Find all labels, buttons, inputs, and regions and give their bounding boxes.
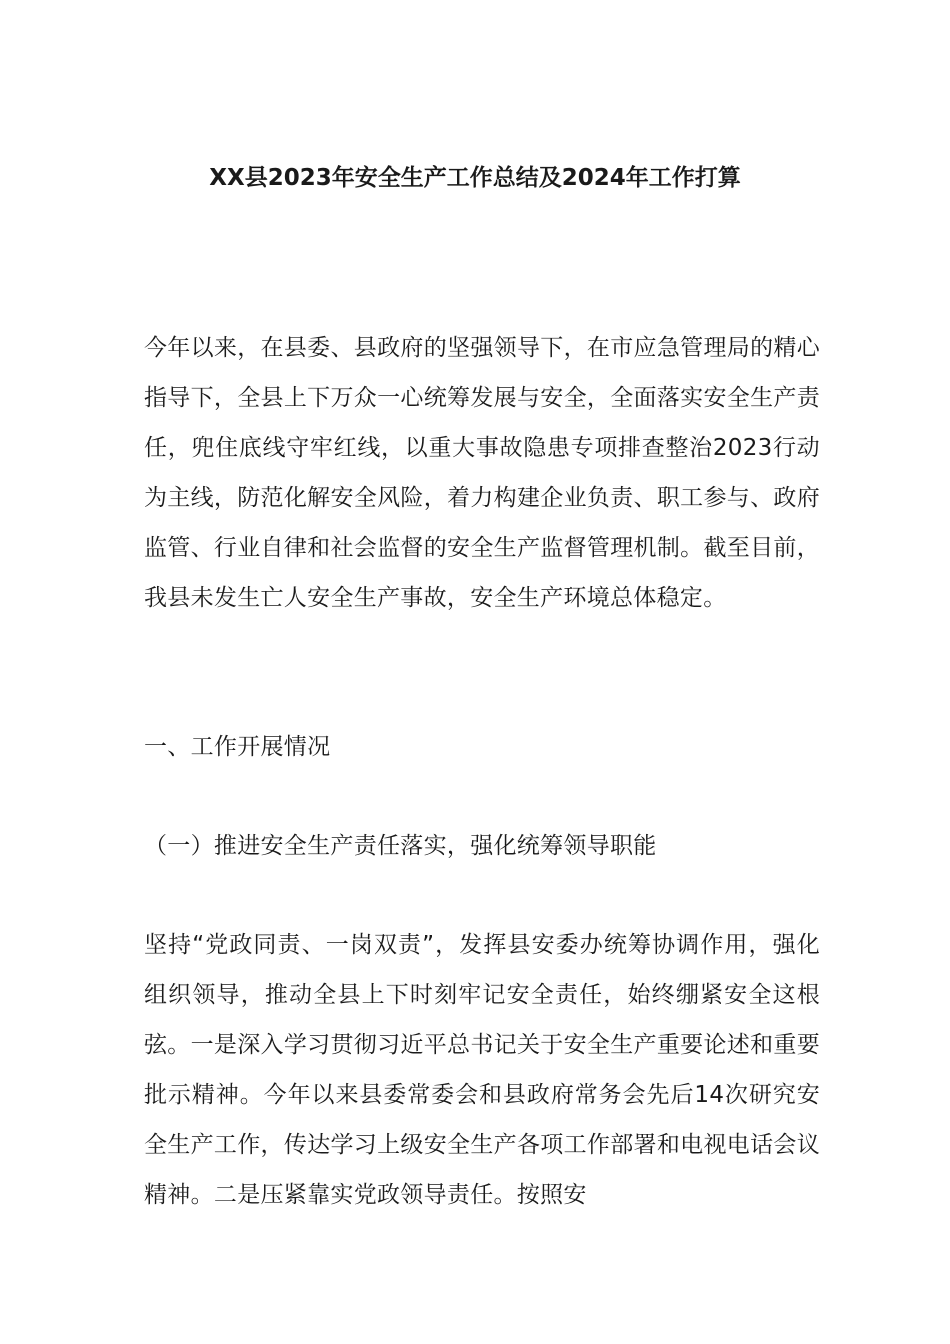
subsection-heading: （一）推进安全生产责任落实，强化统筹领导职能 [144, 833, 657, 859]
document-title: XX县2023年安全生产工作总结及2024年工作打算 [209, 165, 741, 191]
intro-paragraph: 今年以来，在县委、县政府的坚强领导下，在市应急管理局的精心指导下，全县上下万众一心统筹发展与安全，全面落实安全生产责任，兜住底线守牢红线，以重大事故隐患专项排查整治2023行动为主线，防范化解安全风险，着力构建企业负责、职工参与、政府监管、行业自律和社会监督的安全生产监督管理机制。截至目前，我县未发生亡人安全生产事故，安全生产环境总体稳定。 [144, 335, 820, 611]
subsection-body-paragraph: 坚持“党政同责、一岗双责”，发挥县安委办统筹协调作用，强化组织领导，推动全县上下时刻牢记安全责任，始终绷紧安全这根弦。一是深入学习贯彻习近平总书记关于安全生产重要论述和重要批示精神。今年以来县委常委会和县政府常务会先后14次研究安全生产工作，传达学习上级安全生产各项工作部署和电视电话会议精神。二是压紧靠实党政领导责任。按照安 [144, 932, 820, 1208]
section-heading: 一、工作开展情况 [144, 734, 331, 760]
